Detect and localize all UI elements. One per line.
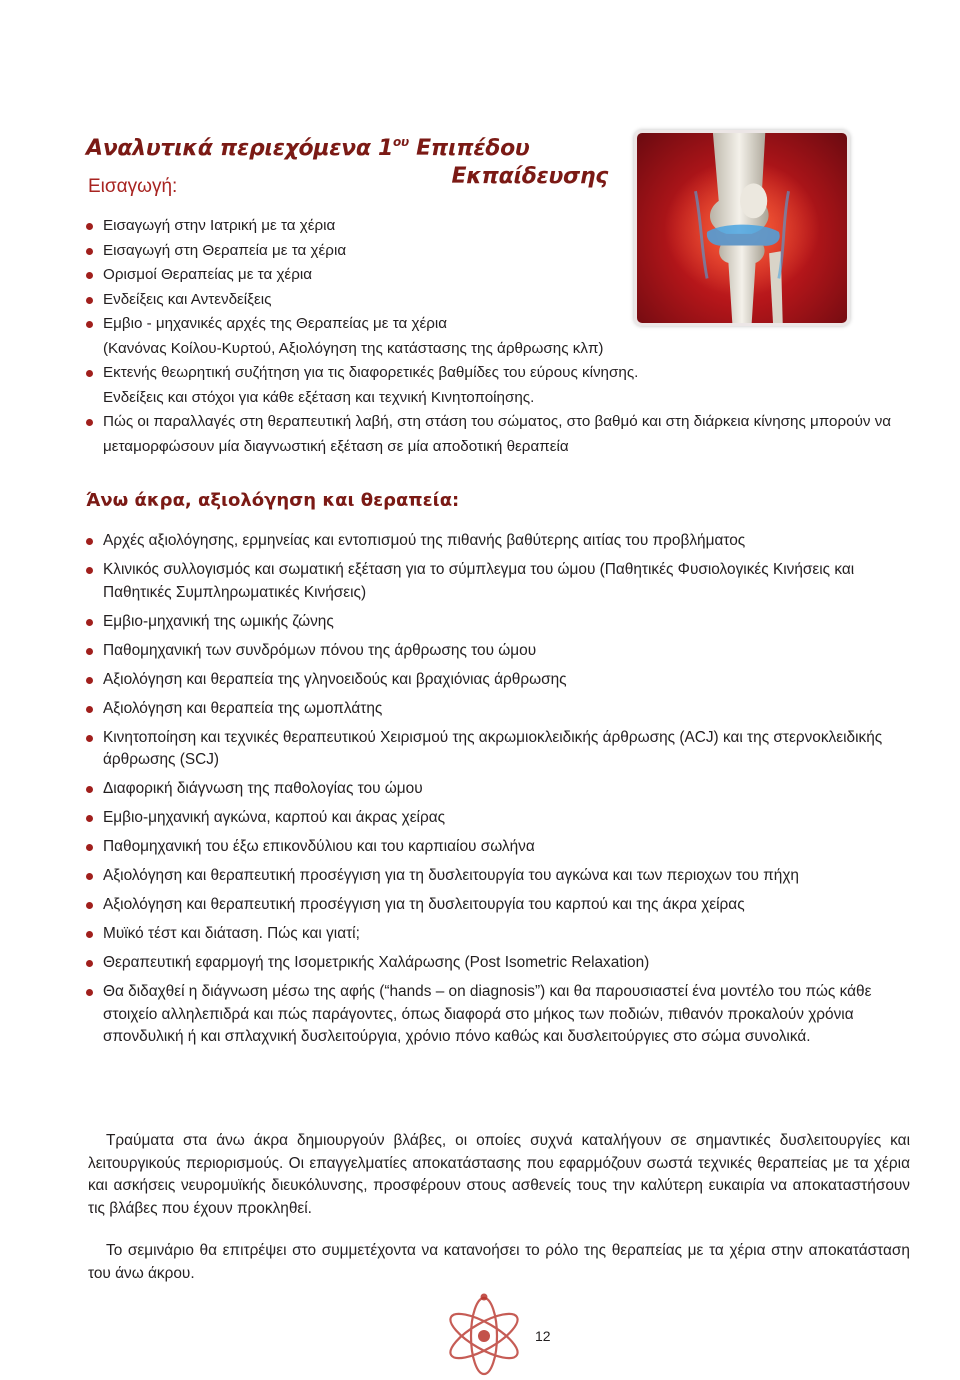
intro-heading: Εισαγωγή: — [88, 176, 178, 197]
list-item: Αξιολόγηση και θεραπεία της γληνοειδούς και βραχιόνιας άρθρωσης — [86, 669, 916, 692]
list-item: Ενδείξεις και Αντενδείξεις — [86, 288, 906, 313]
bullet-icon — [86, 248, 93, 255]
list-item: Εκτενής θεωρητική συζήτηση για τις διαφορετικές βαθμίδες του εύρους κίνησης. — [86, 361, 906, 386]
bullet-icon — [86, 272, 93, 279]
list-item-continuation: (Κανόνας Κοίλου-Κυρτού, Αξιολόγηση της κατάστασης της άρθρωσης κλπ) — [103, 339, 604, 357]
bullet-icon — [86, 735, 93, 742]
bullet-icon — [86, 706, 93, 713]
list-item: Θεραπευτική εφαρμογή της Ισομετρικής Χαλάρωσης (Post Isometric Relaxation) — [86, 952, 916, 975]
list-item: Ορισμοί Θεραπείας με τα χέρια — [86, 263, 906, 288]
bullet-icon — [86, 370, 93, 377]
bullet-icon — [86, 873, 93, 880]
title-line2: Εκπαίδευσης — [451, 164, 608, 189]
list-item: Κινητοποίηση και τεχνικές θεραπευτικού Χειρισμού της ακρωμιοκλειδικής άρθρωσης (ACJ) και της στερνοκλειδικής άρθρωσης (SCJ) — [86, 727, 916, 772]
list-item: Μυϊκό τέστ και διάταση. Πώς και γιατί; — [86, 923, 916, 946]
body-paragraph: Τραύματα στα άνω άκρα δημιουργούν βλάβες, οι οποίες συχνά καταλήγουν σε σημαντικές δυσλειτουργίες και λειτουργικούς περιορισμούς. Οι επαγγελματίες αποκατάστασης που εφαρμόζουν σωστά τεχνικές θεραπείας με τα χέρια και ασκήσεις νευρομυϊκής διευκόλυνσης, προσφέρουν στους ασθενείς τους την καλύτερη ευκαιρία να αποκαταστήσουν τις βλάβες που έχουν προκληθεί. — [88, 1132, 910, 1217]
list-item: Εμβιο-μηχανική αγκώνα, καρπού και άκρας χείρας — [86, 807, 916, 830]
page-number: 12 — [535, 1328, 551, 1344]
list-item: Εισαγωγή στη Θεραπεία με τα χέρια — [86, 239, 906, 264]
bullet-icon — [86, 960, 93, 967]
list-item-continuation: Ενδείξεις και στόχοι για κάθε εξέταση και τεχνική Κινητοποίησης. — [103, 388, 535, 406]
list-item: Πώς οι παραλλαγές στη θεραπευτική λαβή, στη στάση του σώματος, στο βαθμό και στη διάρκεια κίνησης μπορούν να μεταμορφώσουν μία διαγνωστική εξέταση σε μία αποδοτική θεραπεία — [86, 410, 906, 459]
list-item: Κλινικός συλλογισμός και σωματική εξέταση για το σύμπλεγμα του ώμου (Παθητικές Φυσιολογικές Κινήσεις και Παθητικές Συμπληρωματικές Κινήσεις) — [86, 559, 916, 604]
bullet-icon — [86, 902, 93, 909]
bullet-icon — [86, 419, 93, 426]
list-item: Εμβιο - μηχανικές αρχές της Θεραπείας με τα χέρια — [86, 312, 906, 337]
bullet-icon — [86, 786, 93, 793]
list-item: Αξιολόγηση και θεραπευτική προσέγγιση για τη δυσλειτουργία του αγκώνα και των περιοχων του πήχη — [86, 865, 916, 888]
bullet-icon — [86, 677, 93, 684]
title-line1: Αναλυτικά περιεχόμενα $1^{o\upsilon}$ Επιπέδου — [86, 135, 530, 161]
bullet-icon — [86, 223, 93, 230]
upper-limb-list — [86, 530, 916, 1055]
list-item: Αξιολόγηση και θεραπευτική προσέγγιση για τη δυσλειτουργία του καρπού και της άκρα χείρας — [86, 894, 916, 917]
bullet-icon — [86, 619, 93, 626]
list-item: Αρχές αξιολόγησης, ερμηνείας και εντοπισμού της πιθανής βαθύτερης αιτίας του προβλήματος — [86, 530, 916, 553]
bullet-icon — [86, 931, 93, 938]
bullet-icon — [86, 844, 93, 851]
list-item: Εμβιο-μηχανική της ωμικής ζώνης — [86, 611, 916, 634]
list-item: Εισαγωγή στην Ιατρική με τα χέρια — [86, 214, 906, 239]
list-item: Παθομηχανική του έξω επικονδύλιου και του καρπιαίου σωλήνα — [86, 836, 916, 859]
list-item: Θα διδαχθεί η διάγνωση μέσω της αφής (“hands – on diagnosis”) και θα παρουσιαστεί ένα μοντέλο του πώς κάθε στοιχείο αλληλεπιδρά και πώς παράγοντες, όπως διαφορά στο μήκος των ποδιών, πιθανόν προκαλούν χρόνια σπονδυλική ή και σπλαχνική δυσλειτούργια, χρόνιο πόνο καθώς και δυσλειτούργιες στο σώμα συνολικά. — [86, 981, 916, 1049]
intro-list — [86, 214, 906, 459]
upper-limb-heading: Άνω άκρα, αξιολόγηση και θεραπεία: — [86, 490, 460, 511]
body-paragraph: Το σεμινάριο θα επιτρέψει στο συμμετέχοντα να κατανοήσει το ρόλο της θεραπείας με τα χέρια στην αποκατάσταση του άνω άκρου. — [88, 1242, 910, 1282]
list-item: Παθομηχανική των συνδρόμων πόνου της άρθρωσης του ώμου — [86, 640, 916, 663]
list-item: Αξιολόγηση και θεραπεία της ωμοπλάτης — [86, 698, 916, 721]
bullet-icon — [86, 567, 93, 574]
bullet-icon — [86, 297, 93, 304]
bullet-icon — [86, 989, 93, 996]
atom-orbit-logo-icon — [442, 1288, 526, 1378]
bullet-icon — [86, 815, 93, 822]
list-item: Διαφορική διάγνωση της παθολογίας του ώμου — [86, 778, 916, 801]
bullet-icon — [86, 648, 93, 655]
bullet-icon — [86, 538, 93, 545]
bullet-icon — [86, 321, 93, 328]
